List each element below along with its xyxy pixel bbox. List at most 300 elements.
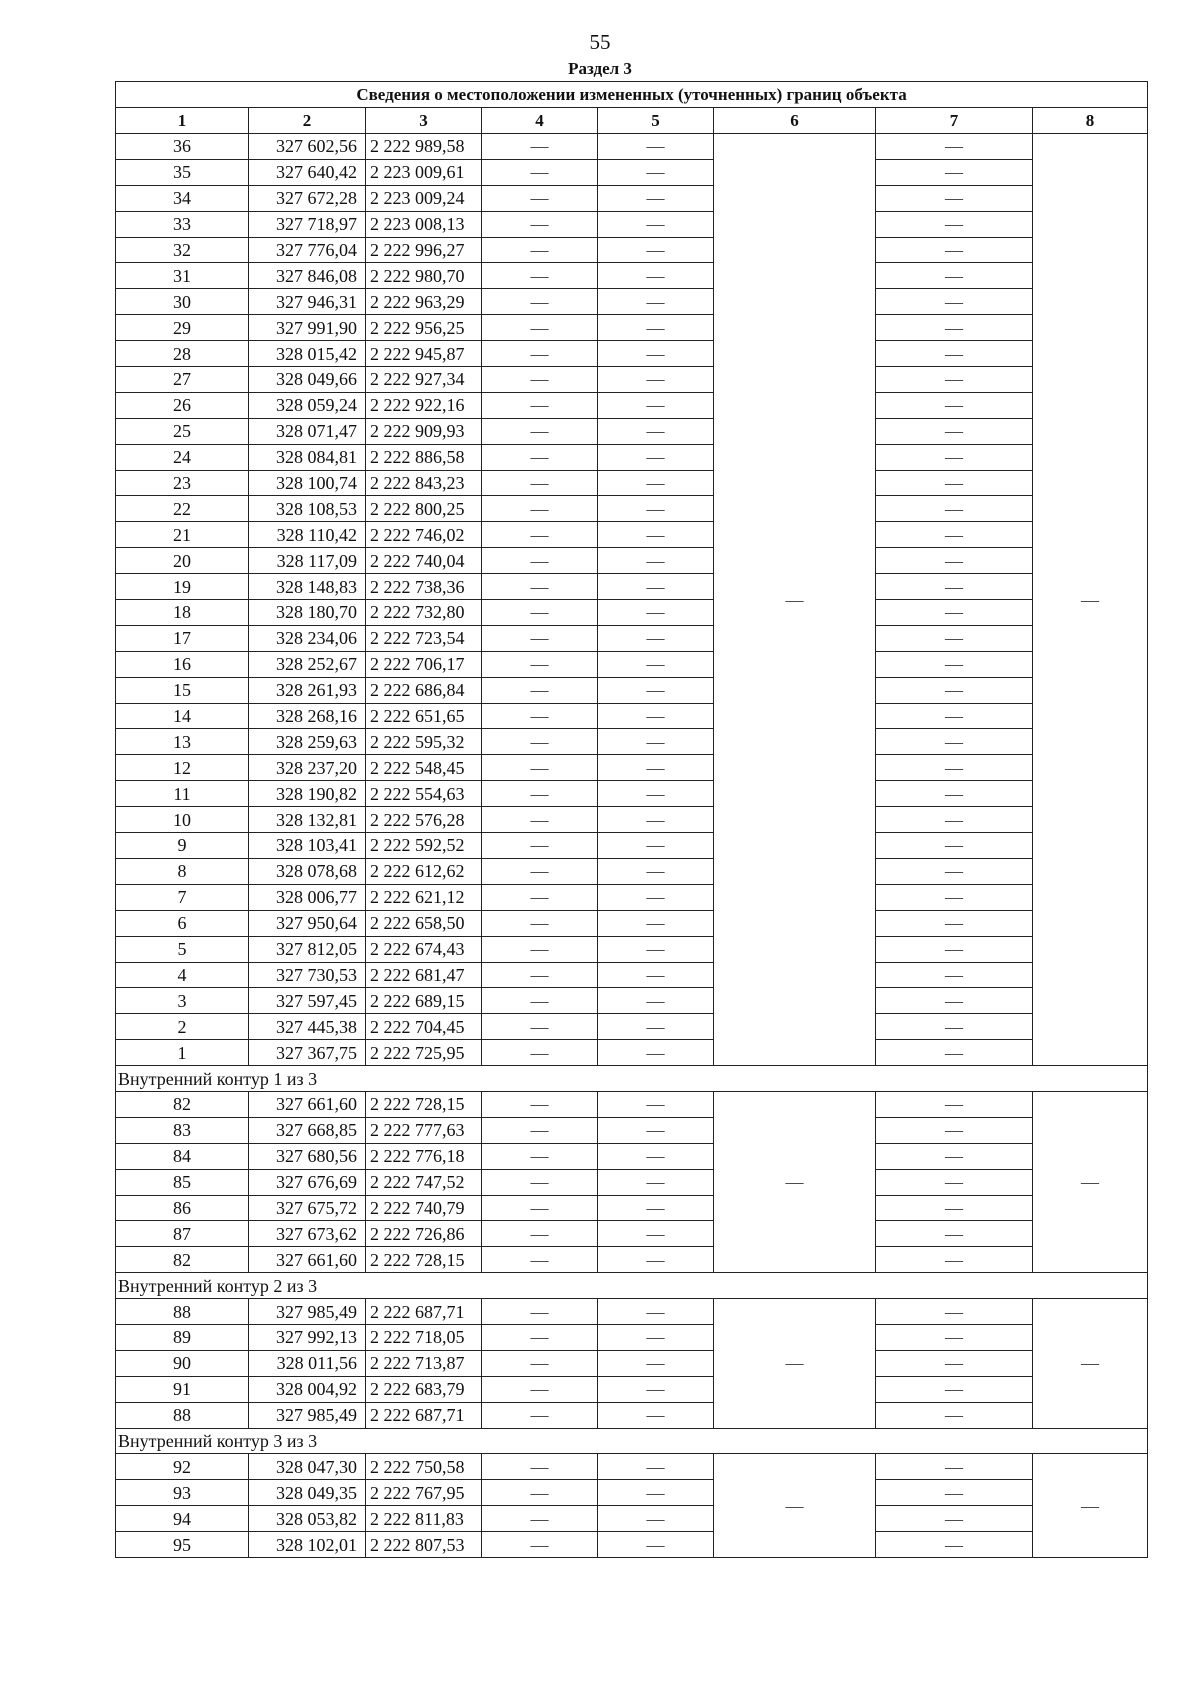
dash-cell: — — [598, 936, 714, 962]
dash-cell: — — [876, 470, 1033, 496]
point-number: 88 — [116, 1299, 249, 1325]
dash-cell: — — [482, 910, 598, 936]
coordinate-y: 2 222 704,45 — [366, 1014, 482, 1040]
dash-cell: — — [482, 936, 598, 962]
point-number: 23 — [116, 470, 249, 496]
dash-cell: — — [482, 858, 598, 884]
dash-cell-merged: — — [714, 134, 876, 1066]
table-row — [116, 1480, 1148, 1506]
coordinate-y: 2 222 689,15 — [366, 988, 482, 1014]
dash-cell: — — [876, 418, 1033, 444]
dash-cell: — — [876, 1195, 1033, 1221]
coordinate-x: 328 180,70 — [249, 600, 366, 626]
dash-cell: — — [598, 1247, 714, 1273]
point-number: 84 — [116, 1143, 249, 1169]
coordinate-x: 327 676,69 — [249, 1169, 366, 1195]
coordinate-x: 328 059,24 — [249, 392, 366, 418]
boundary-coordinates-table — [115, 81, 1148, 1558]
coordinate-y: 2 222 681,47 — [366, 962, 482, 988]
coordinate-y: 2 222 728,15 — [366, 1247, 482, 1273]
dash-cell: — — [598, 289, 714, 315]
dash-cell: — — [876, 315, 1033, 341]
dash-cell: — — [482, 1402, 598, 1428]
dash-cell: — — [876, 159, 1033, 185]
coordinate-y: 2 222 621,12 — [366, 884, 482, 910]
coordinate-y: 2 222 686,84 — [366, 677, 482, 703]
point-number: 82 — [116, 1091, 249, 1117]
dash-cell: — — [876, 1143, 1033, 1169]
dash-cell: — — [876, 703, 1033, 729]
coordinate-y: 2 222 927,34 — [366, 367, 482, 393]
dash-cell: — — [598, 1221, 714, 1247]
point-number: 30 — [116, 289, 249, 315]
dash-cell: — — [482, 1221, 598, 1247]
dash-cell: — — [876, 1117, 1033, 1143]
dash-cell-merged: — — [714, 1299, 876, 1428]
contour-label-row — [116, 1066, 1148, 1092]
dash-cell: — — [482, 289, 598, 315]
coordinate-y: 2 222 746,02 — [366, 522, 482, 548]
dash-cell: — — [482, 703, 598, 729]
dash-cell: — — [876, 755, 1033, 781]
table-row — [116, 651, 1148, 677]
dash-cell: — — [482, 367, 598, 393]
coordinate-x: 328 004,92 — [249, 1376, 366, 1402]
table-row — [116, 522, 1148, 548]
table-row — [116, 1014, 1148, 1040]
point-number: 33 — [116, 211, 249, 237]
point-number: 83 — [116, 1117, 249, 1143]
dash-cell: — — [482, 392, 598, 418]
point-number: 25 — [116, 418, 249, 444]
point-number: 87 — [116, 1221, 249, 1247]
dash-cell: — — [482, 962, 598, 988]
table-row — [116, 1350, 1148, 1376]
contour-label: Внутренний контур 3 из 3 — [116, 1428, 1148, 1454]
coordinate-y: 2 222 800,25 — [366, 496, 482, 522]
point-number: 10 — [116, 807, 249, 833]
table-row — [116, 703, 1148, 729]
dash-cell: — — [876, 807, 1033, 833]
dash-cell-merged: — — [1033, 1299, 1148, 1428]
dash-cell: — — [482, 315, 598, 341]
coordinate-x: 327 730,53 — [249, 962, 366, 988]
dash-cell: — — [598, 1402, 714, 1428]
dash-cell: — — [598, 315, 714, 341]
table-row — [116, 781, 1148, 807]
table-caption-row — [116, 82, 1148, 108]
dash-cell: — — [876, 1247, 1033, 1273]
dash-cell: — — [482, 1454, 598, 1480]
dash-cell: — — [598, 1532, 714, 1558]
dash-cell: — — [598, 1480, 714, 1506]
dash-cell: — — [876, 936, 1033, 962]
point-number: 19 — [116, 574, 249, 600]
contour-label: Внутренний контур 1 из 3 — [116, 1066, 1148, 1092]
coordinate-y: 2 222 592,52 — [366, 833, 482, 859]
dash-cell: — — [876, 1376, 1033, 1402]
dash-cell: — — [482, 1506, 598, 1532]
dash-cell-merged: — — [1033, 1454, 1148, 1558]
dash-cell: — — [598, 988, 714, 1014]
dash-cell: — — [876, 134, 1033, 160]
dash-cell: — — [876, 1506, 1033, 1532]
dash-cell: — — [482, 833, 598, 859]
coordinate-x: 327 602,56 — [249, 134, 366, 160]
coordinate-y: 2 222 674,43 — [366, 936, 482, 962]
table-row — [116, 625, 1148, 651]
dash-cell: — — [598, 781, 714, 807]
dash-cell: — — [876, 651, 1033, 677]
dash-cell: — — [482, 807, 598, 833]
coordinate-x: 327 776,04 — [249, 237, 366, 263]
dash-cell: — — [482, 522, 598, 548]
coordinate-y: 2 222 658,50 — [366, 910, 482, 936]
coordinate-y: 2 222 726,86 — [366, 1221, 482, 1247]
dash-cell-merged: — — [1033, 1091, 1148, 1272]
point-number: 29 — [116, 315, 249, 341]
coordinate-x: 328 268,16 — [249, 703, 366, 729]
coordinate-y: 2 222 963,29 — [366, 289, 482, 315]
coordinate-y: 2 222 886,58 — [366, 444, 482, 470]
point-number: 32 — [116, 237, 249, 263]
coordinate-y: 2 222 811,83 — [366, 1506, 482, 1532]
dash-cell: — — [876, 600, 1033, 626]
dash-cell: — — [876, 1402, 1033, 1428]
coordinate-y: 2 222 750,58 — [366, 1454, 482, 1480]
coordinate-y: 2 222 777,63 — [366, 1117, 482, 1143]
coordinate-y: 2 222 843,23 — [366, 470, 482, 496]
dash-cell: — — [598, 1195, 714, 1221]
coordinate-x: 327 846,08 — [249, 263, 366, 289]
table-row — [116, 1221, 1148, 1247]
coordinate-x: 328 084,81 — [249, 444, 366, 470]
dash-cell: — — [598, 651, 714, 677]
coordinate-y: 2 222 723,54 — [366, 625, 482, 651]
dash-cell: — — [598, 134, 714, 160]
table-row — [116, 600, 1148, 626]
coordinate-y: 2 222 740,79 — [366, 1195, 482, 1221]
dash-cell: — — [876, 185, 1033, 211]
dash-cell-merged: — — [714, 1091, 876, 1272]
dash-cell: — — [876, 1350, 1033, 1376]
table-row — [116, 1169, 1148, 1195]
dash-cell: — — [482, 1040, 598, 1066]
coordinate-x: 327 675,72 — [249, 1195, 366, 1221]
dash-cell: — — [876, 341, 1033, 367]
coordinate-y: 2 223 008,13 — [366, 211, 482, 237]
dash-cell: — — [598, 755, 714, 781]
dash-cell: — — [876, 988, 1033, 1014]
dash-cell: — — [598, 1040, 714, 1066]
point-number: 17 — [116, 625, 249, 651]
coordinate-y: 2 222 989,58 — [366, 134, 482, 160]
dash-cell: — — [598, 1091, 714, 1117]
point-number: 6 — [116, 910, 249, 936]
dash-cell: — — [598, 548, 714, 574]
point-number: 13 — [116, 729, 249, 755]
point-number: 11 — [116, 781, 249, 807]
point-number: 85 — [116, 1169, 249, 1195]
dash-cell: — — [876, 522, 1033, 548]
dash-cell: — — [482, 496, 598, 522]
coordinate-y: 2 222 595,32 — [366, 729, 482, 755]
dash-cell: — — [876, 1169, 1033, 1195]
dash-cell: — — [482, 1143, 598, 1169]
dash-cell: — — [598, 1454, 714, 1480]
point-number: 21 — [116, 522, 249, 548]
table-row — [116, 1299, 1148, 1325]
point-number: 9 — [116, 833, 249, 859]
coordinate-x: 327 718,97 — [249, 211, 366, 237]
dash-cell: — — [876, 858, 1033, 884]
coordinate-x: 328 237,20 — [249, 755, 366, 781]
dash-cell: — — [482, 729, 598, 755]
dash-cell: — — [482, 988, 598, 1014]
dash-cell: — — [598, 884, 714, 910]
point-number: 91 — [116, 1376, 249, 1402]
point-number: 4 — [116, 962, 249, 988]
coordinate-y: 2 222 740,04 — [366, 548, 482, 574]
table-row — [116, 159, 1148, 185]
point-number: 93 — [116, 1480, 249, 1506]
dash-cell: — — [482, 470, 598, 496]
dash-cell: — — [482, 1376, 598, 1402]
table-row — [116, 1376, 1148, 1402]
coordinate-y: 2 222 996,27 — [366, 237, 482, 263]
coordinate-y: 2 222 706,17 — [366, 651, 482, 677]
coordinate-x: 327 597,45 — [249, 988, 366, 1014]
dash-cell: — — [876, 962, 1033, 988]
coordinate-x: 327 661,60 — [249, 1247, 366, 1273]
table-row — [116, 962, 1148, 988]
table-row — [116, 936, 1148, 962]
coordinate-y: 2 222 807,53 — [366, 1532, 482, 1558]
dash-cell: — — [482, 418, 598, 444]
dash-cell: — — [482, 134, 598, 160]
point-number: 8 — [116, 858, 249, 884]
point-number: 24 — [116, 444, 249, 470]
point-number: 36 — [116, 134, 249, 160]
coordinate-y: 2 222 683,79 — [366, 1376, 482, 1402]
table-row — [116, 1143, 1148, 1169]
coordinate-x: 328 117,09 — [249, 548, 366, 574]
dash-cell: — — [482, 159, 598, 185]
table-row — [116, 988, 1148, 1014]
coordinate-y: 2 222 776,18 — [366, 1143, 482, 1169]
table-row — [116, 185, 1148, 211]
dash-cell: — — [482, 1350, 598, 1376]
dash-cell: — — [598, 703, 714, 729]
table-row — [116, 1454, 1148, 1480]
dash-cell: — — [876, 833, 1033, 859]
point-number: 90 — [116, 1350, 249, 1376]
point-number: 92 — [116, 1454, 249, 1480]
dash-cell: — — [876, 392, 1033, 418]
coordinate-x: 328 108,53 — [249, 496, 366, 522]
point-number: 35 — [116, 159, 249, 185]
table-row — [116, 237, 1148, 263]
table-row — [116, 574, 1148, 600]
dash-cell: — — [876, 1221, 1033, 1247]
dash-cell: — — [598, 677, 714, 703]
coordinate-x: 327 445,38 — [249, 1014, 366, 1040]
dash-cell: — — [598, 574, 714, 600]
coordinate-x: 328 071,47 — [249, 418, 366, 444]
dash-cell: — — [876, 1324, 1033, 1350]
contour-label-row — [116, 1273, 1148, 1299]
point-number: 34 — [116, 185, 249, 211]
point-number: 12 — [116, 755, 249, 781]
dash-cell: — — [876, 289, 1033, 315]
coordinate-x: 328 261,93 — [249, 677, 366, 703]
coordinate-y: 2 222 576,28 — [366, 807, 482, 833]
dash-cell: — — [876, 548, 1033, 574]
coordinate-y: 2 222 956,25 — [366, 315, 482, 341]
dash-cell: — — [598, 237, 714, 263]
dash-cell: — — [876, 263, 1033, 289]
table-row — [116, 341, 1148, 367]
dash-cell: — — [876, 367, 1033, 393]
dash-cell: — — [598, 1143, 714, 1169]
coordinate-x: 328 234,06 — [249, 625, 366, 651]
dash-cell: — — [482, 1299, 598, 1325]
dash-cell: — — [598, 858, 714, 884]
coordinate-y: 2 222 554,63 — [366, 781, 482, 807]
dash-cell: — — [482, 1014, 598, 1040]
coordinate-y: 2 223 009,24 — [366, 185, 482, 211]
dash-cell: — — [876, 1480, 1033, 1506]
point-number: 82 — [116, 1247, 249, 1273]
table-row — [116, 910, 1148, 936]
table-row — [116, 1117, 1148, 1143]
dash-cell: — — [482, 263, 598, 289]
dash-cell: — — [876, 884, 1033, 910]
coordinate-y: 2 222 767,95 — [366, 1480, 482, 1506]
coordinate-x: 328 110,42 — [249, 522, 366, 548]
dash-cell: — — [482, 1091, 598, 1117]
dash-cell: — — [482, 211, 598, 237]
dash-cell: — — [598, 185, 714, 211]
coordinate-x: 327 661,60 — [249, 1091, 366, 1117]
dash-cell: — — [598, 1376, 714, 1402]
table-row — [116, 418, 1148, 444]
dash-cell: — — [482, 237, 598, 263]
column-header: 4 — [482, 108, 598, 134]
point-number: 14 — [116, 703, 249, 729]
table-row — [116, 1091, 1148, 1117]
coordinate-y: 2 222 612,62 — [366, 858, 482, 884]
table-row — [116, 1402, 1148, 1428]
point-number: 3 — [116, 988, 249, 1014]
coordinate-y: 2 222 909,93 — [366, 418, 482, 444]
dash-cell-merged: — — [714, 1454, 876, 1558]
point-number: 95 — [116, 1532, 249, 1558]
contour-label: Внутренний контур 2 из 3 — [116, 1273, 1148, 1299]
point-number: 94 — [116, 1506, 249, 1532]
point-number: 88 — [116, 1402, 249, 1428]
coordinate-y: 2 222 728,15 — [366, 1091, 482, 1117]
table-row — [116, 833, 1148, 859]
point-number: 1 — [116, 1040, 249, 1066]
table-row — [116, 444, 1148, 470]
point-number: 18 — [116, 600, 249, 626]
coordinate-y: 2 222 945,87 — [366, 341, 482, 367]
table-row — [116, 729, 1148, 755]
dash-cell: — — [876, 910, 1033, 936]
coordinate-x: 327 950,64 — [249, 910, 366, 936]
table-caption: Сведения о местоположении измененных (уточненных) границ объекта — [116, 82, 1148, 108]
dash-cell: — — [876, 1040, 1033, 1066]
dash-cell: — — [876, 625, 1033, 651]
dash-cell: — — [598, 522, 714, 548]
coordinate-x: 328 053,82 — [249, 1506, 366, 1532]
point-number: 22 — [116, 496, 249, 522]
dash-cell: — — [598, 833, 714, 859]
coordinate-y: 2 222 732,80 — [366, 600, 482, 626]
dash-cell: — — [598, 418, 714, 444]
table-row — [116, 548, 1148, 574]
point-number: 27 — [116, 367, 249, 393]
dash-cell: — — [482, 1247, 598, 1273]
dash-cell: — — [482, 1117, 598, 1143]
contour-label-row — [116, 1428, 1148, 1454]
point-number: 5 — [116, 936, 249, 962]
dash-cell: — — [876, 1532, 1033, 1558]
column-header: 5 — [598, 108, 714, 134]
table-row — [116, 677, 1148, 703]
dash-cell: — — [598, 910, 714, 936]
coordinate-x: 327 367,75 — [249, 1040, 366, 1066]
coordinate-x: 327 668,85 — [249, 1117, 366, 1143]
coordinate-y: 2 222 738,36 — [366, 574, 482, 600]
table-row — [116, 858, 1148, 884]
dash-cell: — — [482, 1169, 598, 1195]
dash-cell: — — [876, 1454, 1033, 1480]
coordinate-y: 2 222 980,70 — [366, 263, 482, 289]
table-row — [116, 1324, 1148, 1350]
coordinate-x: 328 049,35 — [249, 1480, 366, 1506]
dash-cell: — — [482, 1195, 598, 1221]
coordinate-y: 2 222 922,16 — [366, 392, 482, 418]
dash-cell: — — [482, 548, 598, 574]
coordinate-x: 328 102,01 — [249, 1532, 366, 1558]
dash-cell: — — [598, 1350, 714, 1376]
dash-cell: — — [598, 1117, 714, 1143]
dash-cell-merged: — — [1033, 134, 1148, 1066]
coordinate-x: 328 011,56 — [249, 1350, 366, 1376]
coordinate-y: 2 222 651,65 — [366, 703, 482, 729]
table-row — [116, 1040, 1148, 1066]
dash-cell: — — [598, 367, 714, 393]
coordinate-x: 328 078,68 — [249, 858, 366, 884]
coordinate-x: 328 132,81 — [249, 807, 366, 833]
dash-cell: — — [482, 1324, 598, 1350]
coordinate-x: 327 985,49 — [249, 1299, 366, 1325]
table-row — [116, 1247, 1148, 1273]
coordinate-x: 328 252,67 — [249, 651, 366, 677]
dash-cell: — — [598, 263, 714, 289]
point-number: 20 — [116, 548, 249, 574]
coordinate-y: 2 222 725,95 — [366, 1040, 482, 1066]
table-row — [116, 1532, 1148, 1558]
dash-cell: — — [598, 807, 714, 833]
dash-cell: — — [876, 237, 1033, 263]
dash-cell: — — [876, 729, 1033, 755]
dash-cell: — — [598, 341, 714, 367]
coordinate-x: 328 006,77 — [249, 884, 366, 910]
dash-cell: — — [482, 781, 598, 807]
